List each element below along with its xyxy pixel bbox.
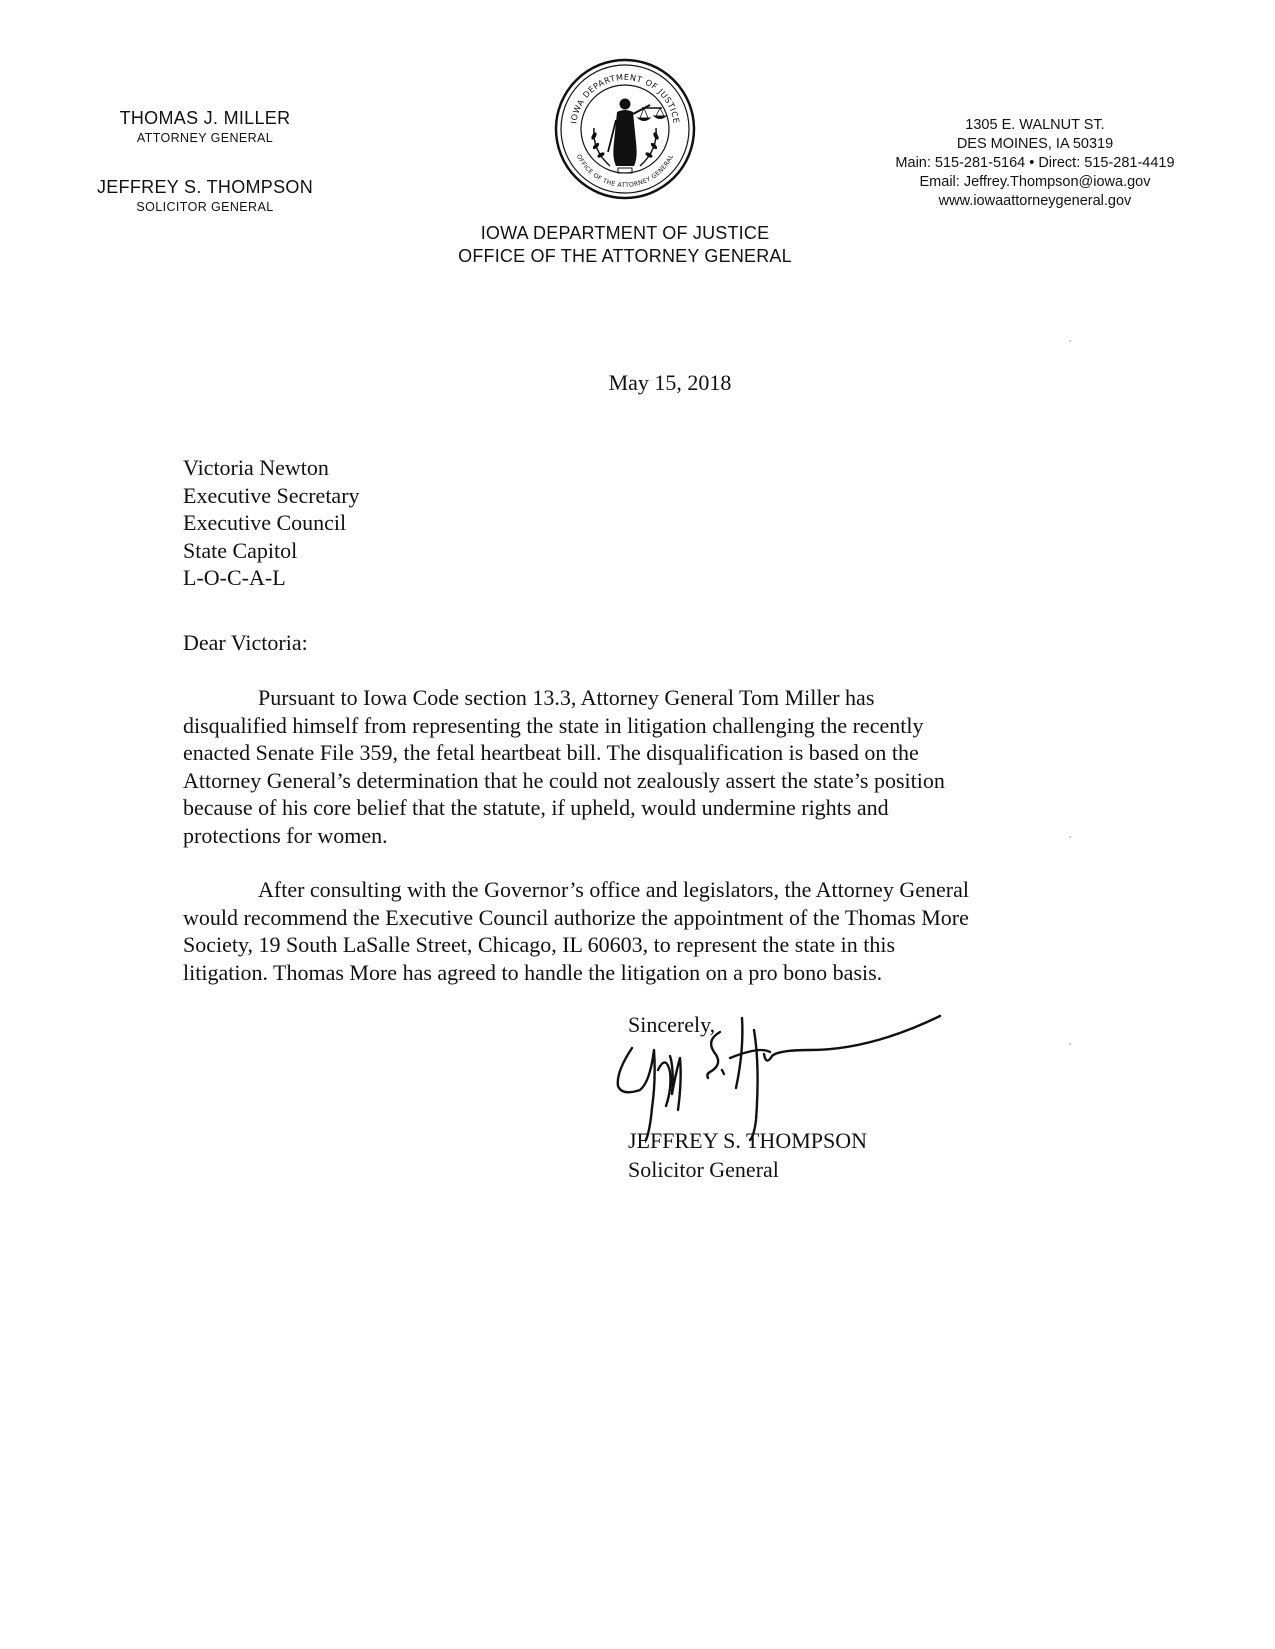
- recipient-title: Executive Secretary: [183, 482, 360, 508]
- letterhead-contact: [860, 116, 1210, 211]
- seal-text-top: IOWA DEPARTMENT OF JUSTICE: [568, 71, 682, 125]
- department-heading: [430, 222, 820, 268]
- signer-name: JEFFREY S. THOMPSON: [628, 1128, 868, 1153]
- scan-speck: [1069, 836, 1071, 838]
- solicitor-general-name: JEFFREY S. THOMPSON: [96, 177, 314, 197]
- salutation: Dear Victoria:: [183, 630, 308, 655]
- paragraph-line: litigation. Thomas More has agreed to handle the litigation on a pro bono basis.: [183, 959, 883, 985]
- recipient-address: [183, 454, 360, 592]
- body-paragraph-2: [183, 876, 1083, 986]
- body-paragraph-1: [183, 684, 1083, 850]
- recipient-name: Victoria Newton: [183, 455, 329, 480]
- department-name: IOWA DEPARTMENT OF JUSTICE: [480, 223, 770, 243]
- phone-numbers: Main: 515-281-5164 • Direct: 515-281-4419: [895, 155, 1175, 171]
- scan-speck: [1069, 340, 1071, 342]
- paragraph-line: disqualified himself from representing the state in litigation challenging the recently: [183, 712, 924, 738]
- paragraph-line: because of his core belief that the statute, if upheld, would undermine rights and: [183, 795, 889, 821]
- signer-title: Solicitor General: [628, 1157, 779, 1182]
- attorney-general-title: ATTORNEY GENERAL: [136, 131, 274, 145]
- paragraph-line: After consulting with the Governor’s office and legislators, the Attorney General: [258, 877, 969, 902]
- solicitor-general-title: SOLICITOR GENERAL: [136, 200, 274, 214]
- seal-text-bottom: OFFICE OF THE ATTORNEY GENERAL: [574, 153, 676, 190]
- scan-speck: [1069, 1043, 1071, 1045]
- department-seal-icon: [554, 58, 696, 200]
- attorney-general-name: THOMAS J. MILLER: [119, 108, 291, 128]
- email-address: Email: Jeffrey.Thompson@iowa.gov: [919, 174, 1151, 190]
- website-link: www.iowaattorneygeneral.gov: [938, 193, 1132, 209]
- handwritten-signature: [610, 1010, 990, 1150]
- paragraph-line: enacted Senate File 359, the fetal heartbeat bill. The disqualification is based on the: [183, 740, 919, 766]
- recipient-organization: Executive Council: [183, 510, 347, 535]
- paragraph-line: protections for women.: [183, 822, 388, 848]
- paragraph-line: Attorney General’s determination that he could not zealously assert the state’s position: [183, 767, 945, 793]
- letterhead-officials: [60, 108, 350, 214]
- paragraph-line: would recommend the Executive Council authorize the appointment of the Thomas More: [183, 904, 969, 930]
- office-name: OFFICE OF THE ATTORNEY GENERAL: [458, 246, 792, 266]
- city-state-zip: DES MOINES, IA 50319: [956, 136, 1114, 152]
- closing: Sincerely,: [628, 1012, 716, 1037]
- recipient-building: State Capitol: [183, 537, 298, 563]
- letter-date: May 15, 2018: [608, 370, 732, 395]
- paragraph-line: Society, 19 South LaSalle Street, Chicago, IL 60603, to represent the state in this: [183, 932, 896, 958]
- paragraph-line: Pursuant to Iowa Code section 13.3, Attorney General Tom Miller has: [258, 685, 875, 710]
- recipient-delivery: L-O-C-A-L: [183, 565, 286, 590]
- street-address: 1305 E. WALNUT ST.: [965, 117, 1105, 133]
